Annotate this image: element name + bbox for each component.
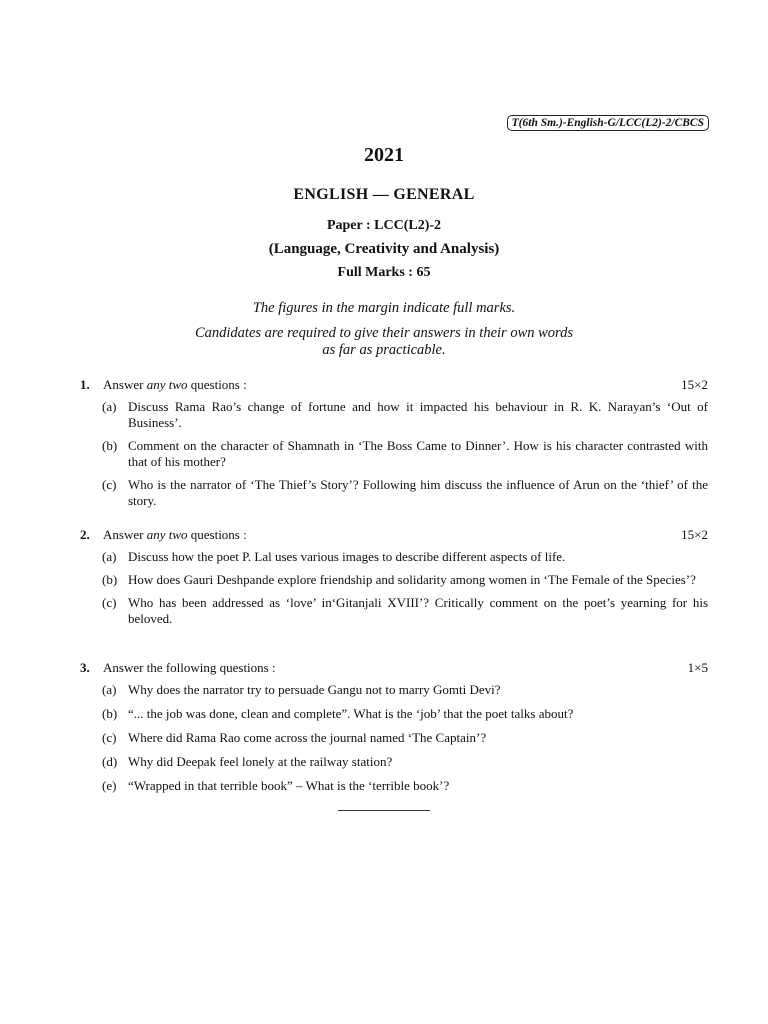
item-label: (b) (102, 438, 118, 453)
item-text: Who has been addressed as ‘love’ in‘Gitanjali XVIII’? Critically comment on the poet’s yearning for his beloved. (128, 595, 708, 626)
question-items (80, 549, 708, 627)
question-item (80, 778, 708, 794)
paper-subtitle: (Language, Creativity and Analysis) (268, 241, 500, 257)
question-header (80, 660, 708, 676)
question-instruction: Answer the following questions : (103, 660, 276, 675)
paper-code-box: T(6th Sm.)-English-G/LCC(L2)-2/CBCS (507, 115, 709, 131)
item-label: (a) (102, 549, 117, 564)
question-item (80, 682, 708, 698)
item-label: (c) (102, 730, 117, 745)
question-items (80, 399, 708, 509)
question-instruction (103, 527, 247, 543)
full-marks: Full Marks : 65 (337, 265, 431, 280)
question-item (80, 549, 708, 565)
item-label: (c) (102, 477, 117, 492)
item-label: (d) (102, 754, 118, 769)
item-label: (e) (102, 778, 117, 793)
question-header (80, 527, 708, 543)
question-header (80, 377, 708, 393)
instruction-post: questions : (187, 377, 247, 392)
question-number: 1. (80, 377, 90, 392)
instruction-pre: Answer (103, 377, 147, 392)
question-item (80, 730, 708, 746)
own-words-note-line2: as far as practicable. (322, 342, 446, 358)
instruction-pre: Answer (103, 527, 147, 542)
question-2 (80, 527, 708, 634)
own-words-note-line1: Candidates are required to give their answers in their own words (194, 325, 574, 341)
question-item (80, 399, 708, 431)
question-marks: 15×2 (681, 527, 708, 542)
question-1 (80, 377, 708, 516)
question-item (80, 706, 708, 722)
question-items (80, 682, 708, 794)
question-instruction (103, 377, 247, 393)
item-text: Why did Deepak feel lonely at the railway station? (128, 754, 393, 769)
item-text: Discuss Rama Rao’s change of fortune and how it impacted his behaviour in R. K. Narayan’s ‘Out of Business’. (128, 399, 708, 430)
question-number: 2. (80, 527, 90, 542)
own-words-note (0, 325, 768, 359)
item-text: “Wrapped in that terrible book” – What is the ‘terrible book’? (128, 778, 450, 793)
question-item (80, 438, 708, 470)
question-number: 3. (80, 660, 90, 675)
margin-note: The figures in the margin indicate full marks. (252, 300, 516, 316)
item-label: (a) (102, 682, 117, 697)
question-marks: 1×5 (687, 660, 708, 675)
instruction-emphasis: any two (146, 377, 188, 392)
item-label: (b) (102, 572, 118, 587)
question-item (80, 595, 708, 627)
instruction-post: questions : (187, 527, 247, 542)
item-text: Where did Rama Rao come across the journal named ‘The Captain’? (128, 730, 487, 745)
item-label: (a) (102, 399, 117, 414)
question-marks: 15×2 (681, 377, 708, 392)
item-text: Comment on the character of Shamnath in ‘The Boss Came to Dinner’. How is his character contrasted with that of his mother? (128, 438, 708, 469)
exam-year: 2021 (364, 144, 404, 166)
item-text: How does Gauri Deshpande explore friendship and solidarity among women in ‘The Female of the Species’? (128, 572, 696, 587)
instruction-emphasis: any two (146, 527, 188, 542)
item-label: (b) (102, 706, 118, 721)
item-text: “... the job was done, clean and complete”. What is the ‘job’ that the poet talks about? (128, 706, 574, 721)
question-item (80, 477, 708, 509)
item-text: Who is the narrator of ‘The Thief’s Story’? Following him discuss the influence of Arun on the ‘thief’ of the story. (128, 477, 708, 508)
item-text: Why does the narrator try to persuade Gangu not to marry Gomti Devi? (128, 682, 501, 697)
paper-code: Paper : LCC(L2)-2 (326, 218, 442, 233)
item-text: Discuss how the poet P. Lal uses various images to describe different aspects of life. (128, 549, 566, 564)
question-3 (80, 660, 708, 802)
question-item (80, 754, 708, 770)
item-label: (c) (102, 595, 117, 610)
end-rule-divider (338, 810, 430, 811)
question-item (80, 572, 708, 588)
subject-title: ENGLISH — GENERAL (293, 186, 475, 203)
